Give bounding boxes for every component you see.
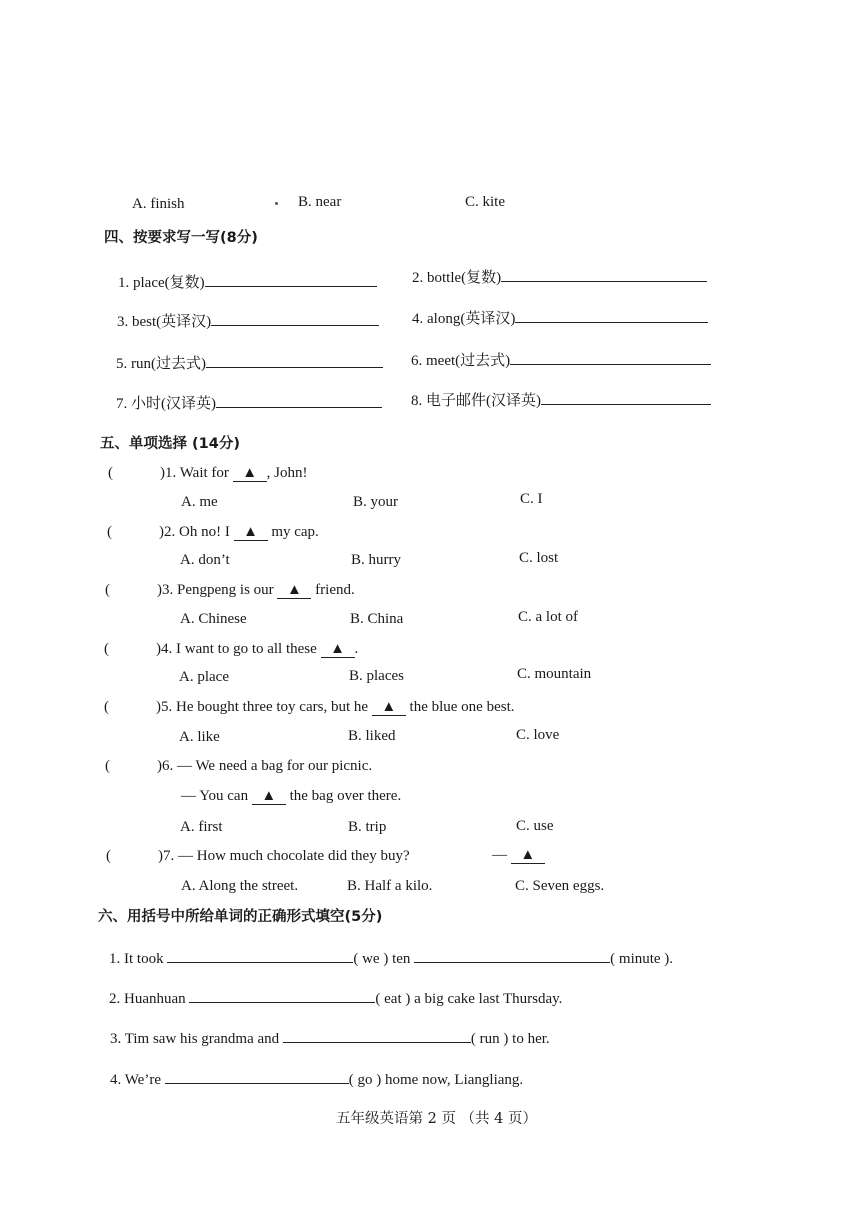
q6-option-a: A. first xyxy=(180,819,223,835)
q4-option-c: C. mountain xyxy=(517,666,592,682)
answer-blank: ▲ xyxy=(321,641,355,658)
question-7-reply: — ▲ xyxy=(492,845,545,865)
section-6-heading: 六、用括号中所给单词的正确形式填空(5分) xyxy=(98,909,383,925)
question-6-line-2: — You can ▲ the bag over there. xyxy=(181,788,402,804)
answer-blank: ▲ xyxy=(252,788,286,805)
q2-option-a: A. don’t xyxy=(180,552,230,568)
sec4-item-6: 6. meet(过去式) xyxy=(411,350,711,371)
fill-sentence-2: 2. Huanhuan ( eat ) a big cake last Thursday. xyxy=(109,988,562,1009)
question-1: ( )1. Wait for ▲ , John! xyxy=(108,465,308,481)
q6-option-b: B. trip xyxy=(348,819,387,835)
answer-blank: ▲ xyxy=(277,582,311,599)
question-3: ( )3. Pengpeng is our ▲ friend. xyxy=(105,582,355,598)
sec4-item-8: 8. 电子邮件(汉译英) xyxy=(411,390,711,411)
question-7: ( )7. — How much chocolate did they buy? xyxy=(106,848,410,864)
answer-blank: ▲ xyxy=(234,524,268,541)
q1-option-b: B. your xyxy=(353,494,398,510)
q6-option-c: C. use xyxy=(516,818,554,834)
q2-option-b: B. hurry xyxy=(351,552,401,568)
sec4-item-2: 2. bottle(复数) xyxy=(412,267,707,288)
speck xyxy=(275,202,278,205)
q7-option-a: A. Along the street. xyxy=(181,878,299,894)
sec4-item-5: 5. run(过去式) xyxy=(116,353,383,374)
option-a-finish: A. finish xyxy=(132,196,185,212)
q7-option-b: B. Half a kilo. xyxy=(347,878,433,894)
q2-option-c: C. lost xyxy=(519,550,559,566)
answer-blank: ▲ xyxy=(233,465,267,482)
answer-blank: ▲ xyxy=(372,699,406,716)
option-c-kite: C. kite xyxy=(465,194,505,210)
question-2: ( )2. Oh no! I ▲ my cap. xyxy=(107,524,319,540)
q5-option-a: A. like xyxy=(179,729,220,745)
q1-option-a: A. me xyxy=(181,494,218,510)
q3-option-a: A. Chinese xyxy=(180,611,247,627)
answer-blank: ▲ xyxy=(511,847,545,864)
sec4-item-4: 4. along(英译汉) xyxy=(412,308,708,329)
fill-sentence-3: 3. Tim saw his grandma and ( run ) to her. xyxy=(110,1028,550,1049)
sec4-item-1: 1. place(复数) xyxy=(118,272,377,293)
question-5: ( )5. He bought three toy cars, but he ▲ the blue one best. xyxy=(104,699,515,715)
fill-sentence-4: 4. We’re ( go ) home now, Liangliang. xyxy=(110,1069,523,1090)
sec4-item-3: 3. best(英译汉) xyxy=(117,311,379,332)
option-b-near: B. near xyxy=(298,194,342,210)
q3-option-b: B. China xyxy=(350,611,404,627)
section-5-heading: 五、单项选择 (14分) xyxy=(100,436,240,452)
q3-option-c: C. a lot of xyxy=(518,609,578,625)
fill-sentence-1: 1. It took ( we ) ten ( minute ). xyxy=(109,948,673,969)
section-4-heading: 四、按要求写一写(8分) xyxy=(104,230,258,246)
sec4-item-7: 7. 小时(汉译英) xyxy=(116,393,382,414)
q1-option-c: C. I xyxy=(520,491,543,507)
question-6: ( )6. — We need a bag for our picnic. xyxy=(105,758,373,774)
q4-option-b: B. places xyxy=(349,668,404,684)
q5-option-b: B. liked xyxy=(348,728,396,744)
question-4: ( )4. I want to go to all these ▲ . xyxy=(104,641,359,657)
q7-option-c: C. Seven eggs. xyxy=(515,878,605,894)
page-footer: 五年级英语第 2 页 （共 4 页） xyxy=(336,1111,537,1127)
q4-option-a: A. place xyxy=(179,669,229,685)
q5-option-c: C. love xyxy=(516,727,560,743)
